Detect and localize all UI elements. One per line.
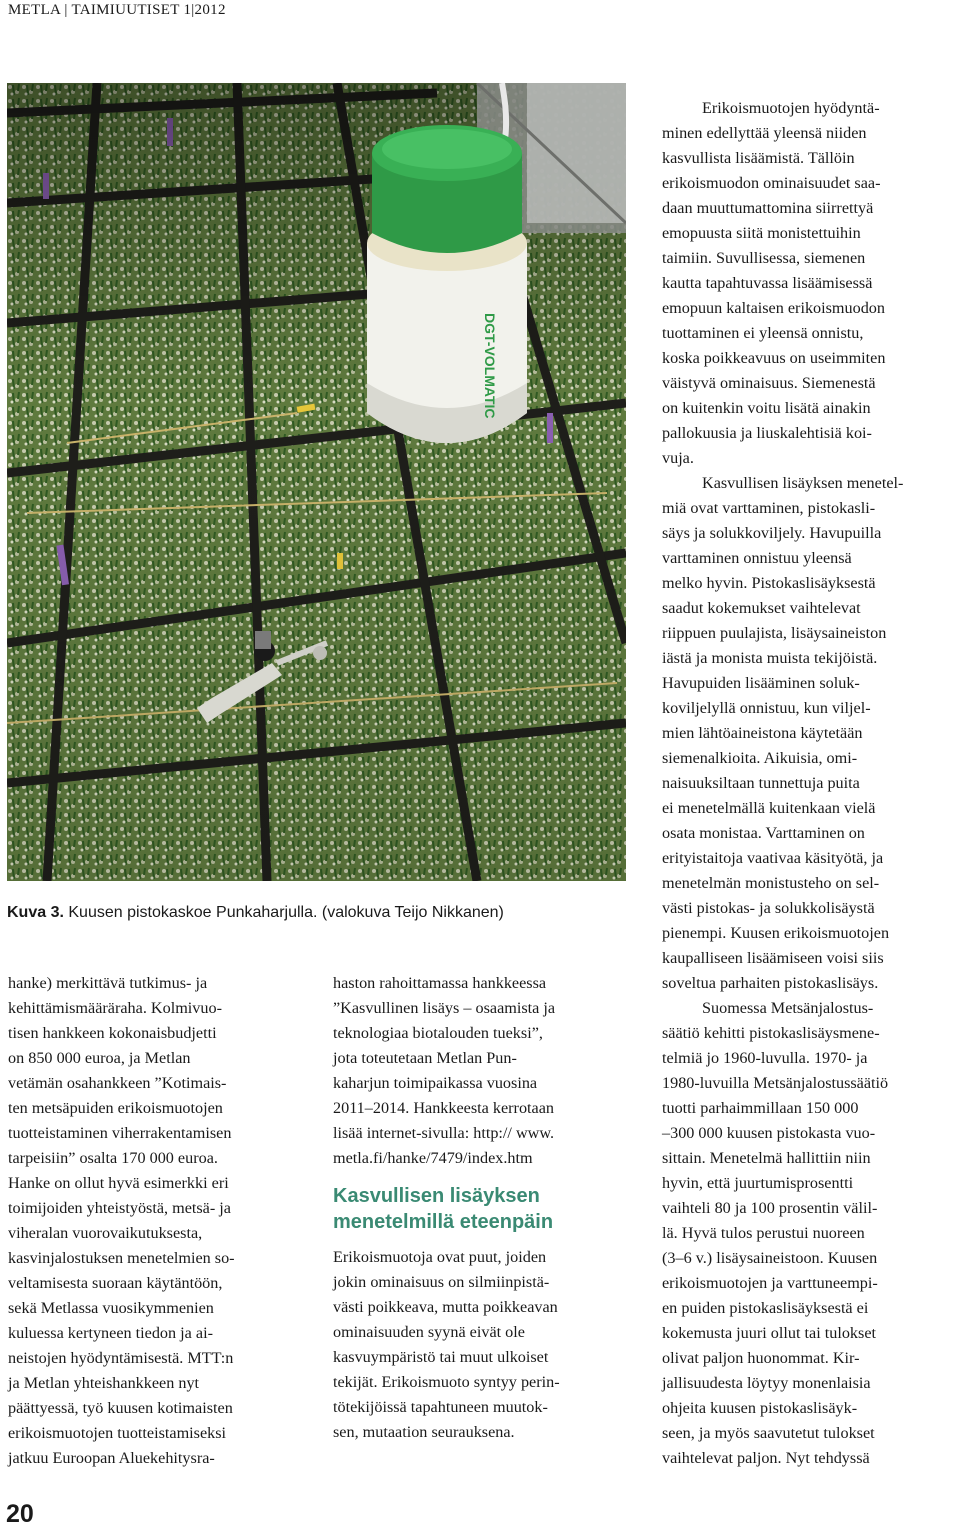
text-line: jota toteutetaan Metlan Pun-	[333, 1049, 517, 1067]
text-line: vetämän osahankkeen ”Kotimais-	[8, 1074, 227, 1092]
text-line: kehittämismääräraha. Kolmivuo-	[8, 999, 222, 1017]
text-line: mien lähtöaineistona käytetään	[662, 724, 863, 742]
text-column-2	[333, 971, 633, 1445]
caption-label: Kuva 3.	[7, 904, 64, 921]
text-line: varttaminen onnistuu yleensä	[662, 549, 852, 567]
text-line: västi poikkeava, mutta poikkeavan	[333, 1298, 558, 1316]
text-line: emopuun kaltaisen erikoismuodon	[662, 299, 885, 317]
text-line: kasvuympäristö tai muut ulkoiset	[333, 1348, 549, 1366]
section-heading	[333, 1183, 633, 1235]
device-label: DGT-VOLMATIC	[482, 313, 498, 419]
text-line: kaupalliseen lisäämiseen voisi siis	[662, 949, 884, 967]
text-line: melko hyvin. Pistokaslisäyksestä	[662, 574, 876, 592]
text-line: minen edellyttää yleensä niiden	[662, 124, 867, 142]
text-line: en puiden pistokaslisäyksestä ei	[662, 1299, 869, 1317]
seedling-tray-photo	[7, 83, 626, 881]
text-line: (3–6 v.) lisäysaineistoon. Kuusen	[662, 1249, 878, 1267]
text-line: metla.fi/hanke/7479/index.htm	[333, 1149, 533, 1167]
text-line: kasvullista lisäämistä. Tällöin	[662, 149, 855, 167]
text-line: naisuuksiltaan tunnettuja puita	[662, 774, 860, 792]
text-line: pallokuusia ja liuskalehtisiä koi-	[662, 424, 872, 442]
text-line: Kasvullisen lisäyksen menetel-	[702, 474, 904, 492]
text-line: tekijät. Erikoismuoto syntyy perin-	[333, 1373, 560, 1391]
text-line: tuotteistaminen viherrakentamisen	[8, 1124, 232, 1142]
text-line: kautta tapahtuvassa lisäämisessä	[662, 274, 873, 292]
text-line: olivat paljon huonommat. Kir-	[662, 1349, 860, 1367]
text-line: sekä Metlassa vuosikymmenien	[8, 1299, 214, 1317]
text-line: ominaisuuden syynä eivät ole	[333, 1323, 525, 1341]
text-column-1	[8, 971, 308, 1471]
page-number: 20	[6, 1500, 34, 1528]
text-line: telmiä jo 1960-luvulla. 1970- ja	[662, 1049, 868, 1067]
text-line: västi pistokas- ja solukkolisäystä	[662, 899, 875, 917]
text-line: ten metsäpuiden erikoismuotojen	[8, 1099, 223, 1117]
text-line: –300 000 kuusen pistokasta vuo-	[662, 1124, 876, 1142]
text-line: ohjeita kuusen pistokaslisäyk-	[662, 1399, 858, 1417]
text-line: vuja.	[662, 449, 694, 467]
text-line: Suomessa Metsänjalostus-	[702, 999, 874, 1017]
text-line: emopuusta siitä monistettuihin	[662, 224, 861, 242]
text-line: riippuen puulajista, lisäysaineiston	[662, 624, 887, 642]
text-line: tisen hankkeen kokonaisbudjetti	[8, 1024, 217, 1042]
text-line: erikoismuotojen ja varttuneempi-	[662, 1274, 878, 1292]
text-line: tarpeisiin” osalta 170 000 euroa.	[8, 1149, 218, 1167]
text-line: sen, mutaation seurauksena.	[333, 1423, 515, 1441]
sprayer-device	[367, 125, 527, 443]
text-line: kasvinjalostuksen menetelmien so-	[8, 1249, 235, 1267]
section-heading-line-2: menetelmillä eteenpäin	[333, 1211, 554, 1233]
text-line: tuottaminen ei yleensä onnistu,	[662, 324, 864, 342]
text-line: jallisuudesta löytyy monenlaisia	[662, 1374, 871, 1392]
text-line: taimiin. Suvullisessa, siemenen	[662, 249, 866, 267]
text-line: sittain. Menetelmä hallittiin niin	[662, 1149, 871, 1167]
text-line: haston rahoittamassa hankkeessa	[333, 974, 547, 992]
text-line: toimijoiden yhteistyöstä, metsä- ja	[8, 1199, 231, 1217]
text-line: jokin ominaisuus on silmiinpistä-	[333, 1273, 550, 1291]
text-line: kokemusta juuri ollut tai tulokset	[662, 1324, 877, 1342]
text-line: erikoismuodon ominaisuudet saa-	[662, 174, 881, 192]
figure-caption	[7, 904, 504, 922]
text-line: ja Metlan yhteishankkeen nyt	[8, 1374, 200, 1392]
text-line: tuotti parhaimmillaan 150 000	[662, 1099, 859, 1117]
text-line: Hanke on ollut hyvä esimerkki eri	[8, 1174, 229, 1192]
text-line: neistojen hyödyntämisestä. MTT:n	[8, 1349, 234, 1367]
text-line: miä ovat varttaminen, pistokasli-	[662, 499, 876, 517]
text-line: säätiö kehitti pistokaslisäysmene-	[662, 1024, 880, 1042]
text-line: Erikoismuotoja ovat puut, joiden	[333, 1248, 547, 1266]
text-line: päättyessä, työ kuusen kotimaisten	[8, 1399, 233, 1417]
caption-text: Kuusen pistokaskoe Punkaharjulla. (valokuva Teijo Nikkanen)	[68, 904, 504, 921]
text-line: ”Kasvullinen lisäys – osaamista ja	[333, 999, 556, 1017]
text-line: erityistaitoja vaativaa käsityötä, ja	[662, 849, 884, 867]
text-line: vaihteli 80 ja 100 prosentin välil-	[662, 1199, 878, 1217]
text-line: ei menetelmällä kuitenkaan vielä	[662, 799, 876, 817]
text-line: 2011–2014. Hankkeesta kerrotaan	[333, 1099, 555, 1117]
text-line: on kuitenkin voitu lisätä ainakin	[662, 399, 871, 417]
text-line: soveltua parhaiten pistokaslisäys.	[662, 974, 879, 992]
text-line: on 850 000 euroa, ja Metlan	[8, 1049, 191, 1067]
text-line: menetelmän monistusteho on sel-	[662, 874, 880, 892]
text-line: Havupuiden lisääminen soluk-	[662, 674, 860, 692]
text-line: lisää internet-sivulla: http:// www.	[333, 1124, 555, 1142]
text-line: erikoismuotojen tuotteistamiseksi	[8, 1424, 227, 1442]
text-line: 1980-luvuilla Metsänjalostussäätiö	[662, 1074, 889, 1092]
text-line: kaharjun toimipaikassa vuosina	[333, 1074, 538, 1092]
section-heading-line-1: Kasvullisen lisäyksen	[333, 1185, 540, 1207]
text-line: daan muuttumattomina siirrettyä	[662, 199, 874, 217]
text-line: säys ja solukkoviljely. Havupuilla	[662, 524, 882, 542]
text-line: lä. Hyvä tulos perustui nuoreen	[662, 1224, 865, 1242]
text-line: seen, ja myös saavutetut tulokset	[662, 1424, 875, 1442]
text-line: tötekijöissä tapahtuneen muutok-	[333, 1398, 548, 1416]
text-line: vaihtelevat paljon. Nyt tehdyssä	[662, 1449, 870, 1467]
text-line: iästä ja monista muista tekijöistä.	[662, 649, 878, 667]
text-line: koska poikkeavuus on useimmiten	[662, 349, 886, 367]
text-line: hyvin, että juurtumisprosentti	[662, 1174, 854, 1192]
text-line: viheralan vuorovaikutuksesta,	[8, 1224, 203, 1242]
text-line: osata monistaa. Varttaminen on	[662, 824, 865, 842]
text-column-3	[662, 96, 960, 1471]
text-line: veltamisesta suoraan käytäntöön,	[8, 1274, 223, 1292]
text-line: kuluessa kertyneen tiedon ja ai-	[8, 1324, 213, 1342]
running-head: METLA | TAIMIUUTISET 1|2012	[8, 2, 226, 18]
text-line: koviljelyllä onnistuu, kun viljel-	[662, 699, 871, 717]
text-line: pienempi. Kuusen erikoismuotojen	[662, 924, 890, 942]
text-line: siemenalkioita. Aikuisia, omi-	[662, 749, 858, 767]
text-line: Erikoismuotojen hyödyntä-	[702, 99, 880, 117]
text-line: teknologiaa biotalouden tueksi”,	[333, 1024, 543, 1042]
text-line: hanke) merkittävä tutkimus- ja	[8, 974, 208, 992]
text-line: jatkuu Euroopan Aluekehitysra-	[8, 1449, 215, 1467]
text-line: saadut kokemukset vaihtelevat	[662, 599, 861, 617]
text-line: väistyvä ominaisuus. Siemenestä	[662, 374, 876, 392]
